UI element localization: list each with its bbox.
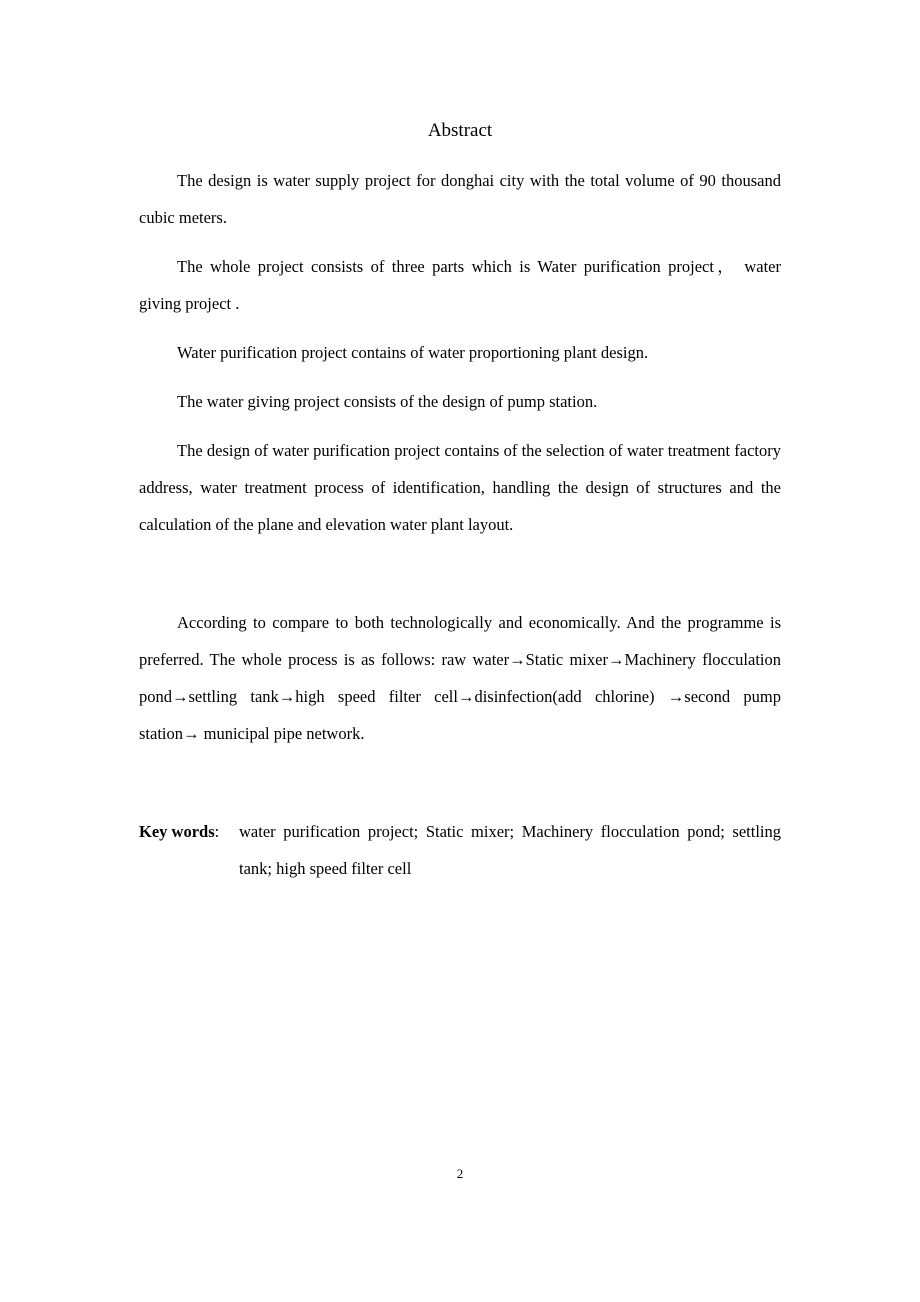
keywords-text: water purification project; Static mixer; Machinery flocculation pond; settling tank; high speed filter cell (239, 822, 781, 878)
keywords-separator: : (214, 822, 220, 841)
paragraph-text: The design of water purification project contains of the selection of water treatment factory address, water treatment process of identification, handling the design of structures and the calculation of the plane and elevation water plant layout. (139, 441, 781, 534)
paragraph-2 (139, 248, 781, 322)
abstract-title: Abstract (427, 120, 493, 141)
paragraph-text: According to compare to both technologically and economically. And the programme is preferred. The whole process is as follows: raw water→Static mixer→Machinery flocculation pond→settling tank→high speed filter cell→disinfection(add chlorine) →second pump station→ municipal pipe network. (139, 613, 781, 743)
paragraph-6 (139, 604, 781, 752)
page-number: 2 (456, 1166, 464, 1181)
paragraph-1 (139, 162, 781, 236)
keywords-label-text: Key words (139, 822, 215, 841)
paragraph-4 (139, 383, 781, 420)
paragraph-text: The whole project consists of three parts which is Water purification project， water giving project . (139, 257, 781, 313)
paragraph-5 (139, 432, 781, 543)
paragraph-3 (139, 334, 781, 371)
keywords-block (139, 813, 781, 887)
keywords-label (139, 813, 239, 850)
paragraph-text: Water purification project contains of water proportioning plant design. (177, 343, 649, 362)
paragraph-text: The water giving project consists of the design of pump station. (177, 392, 598, 411)
paragraph-text: The design is water supply project for donghai city with the total volume of 90 thousand cubic meters. (139, 171, 781, 227)
